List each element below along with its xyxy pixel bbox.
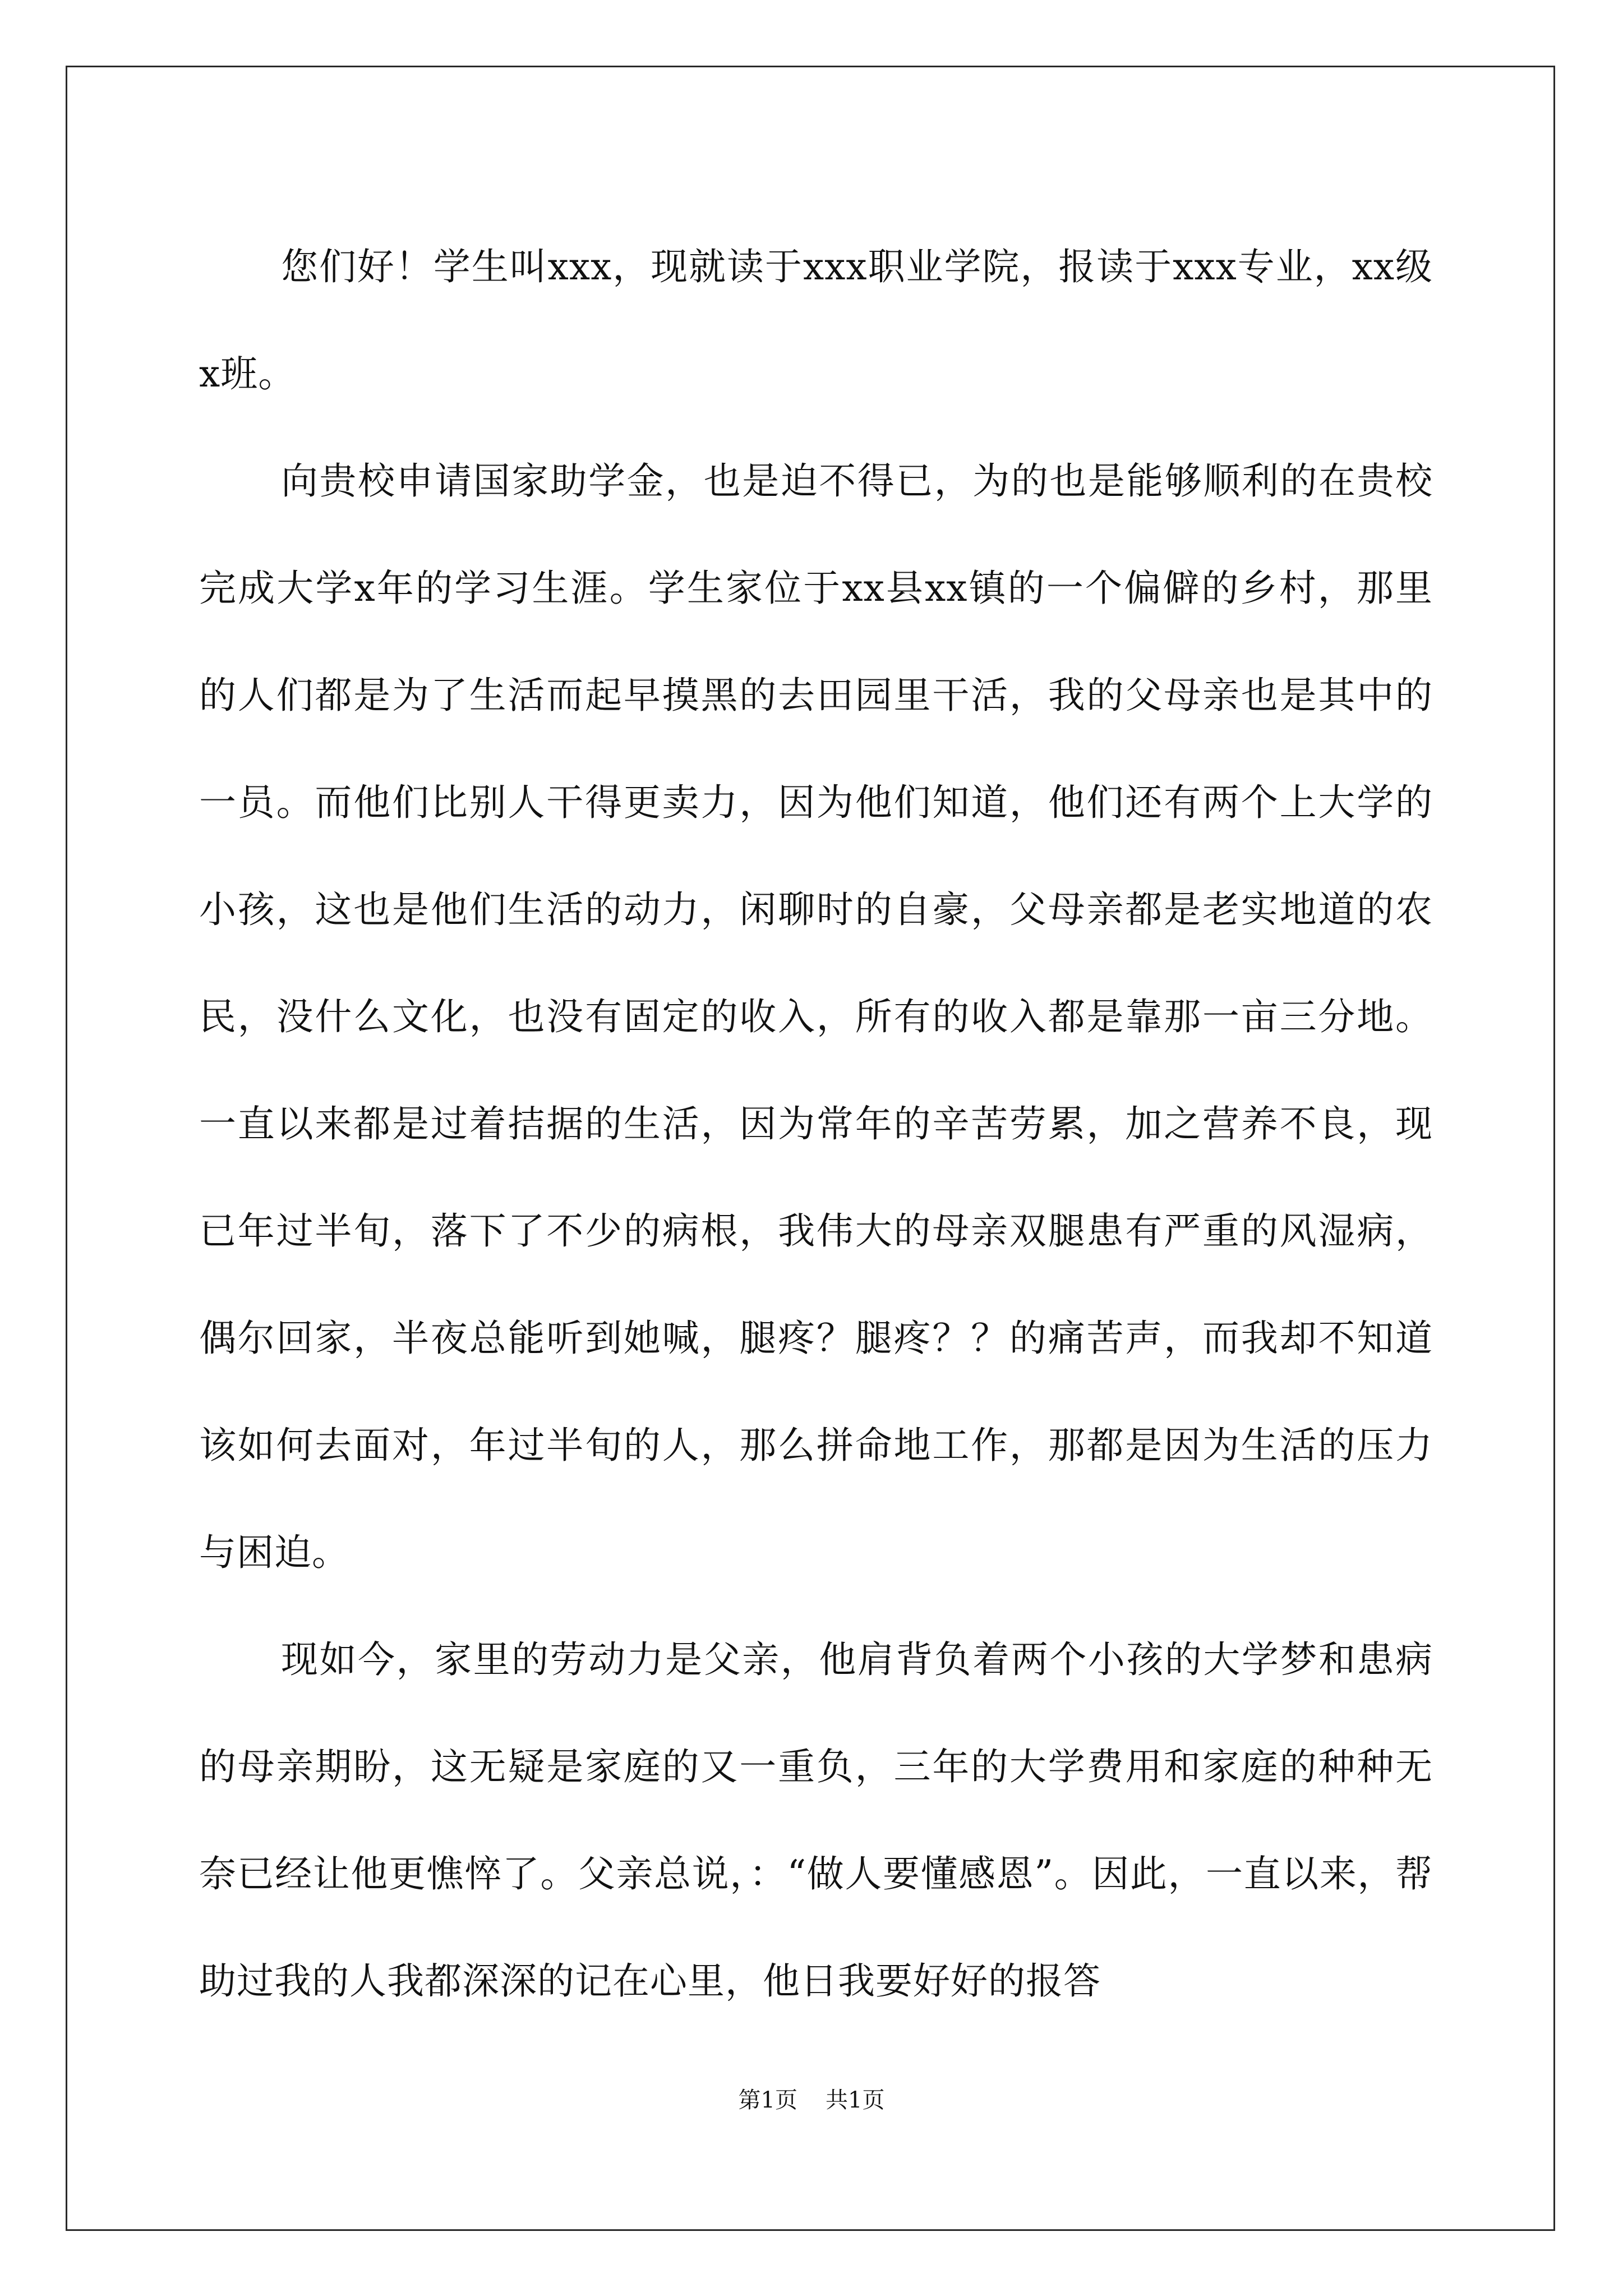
page-footer xyxy=(0,2083,1623,2117)
paragraph-greeting: 您们好！学生叫xxx，现就读于xxx职业学院，报读于xxx专业，xx级x班。 xyxy=(199,245,1433,395)
document-body xyxy=(199,213,1433,2035)
page-number: 第1页 xyxy=(738,2087,797,2113)
paragraph-family-background: 向贵校申请国家助学金，也是迫不得已，为的也是能够顺利的在贵校完成大学x年的学习生涯。学生家位于xx县xx镇的一个偏僻的乡村，那里的人们都是为了生活而起早摸黑的去田园里干活，我的父母亲也是其中的一员。而他们比别人干得更卖力，因为他们知道，他们还有两个上大学的小孩，这也是他们生活的动力，闲聊时的自豪，父母亲都是老实地道的农民，没什么文化，也没有固定的收入，所有的收入都是靠那一亩三分地。一直以来都是过着拮据的生活，因为常年的辛苦劳累，加之营养不良，现已年过半旬，落下了不少的病根，我伟大的母亲双腿患有严重的风湿病，偶尔回家，半夜总能听到她喊，腿疼？腿疼？？的痛苦声，而我却不知道该如何去面对，年过半旬的人，那么拼命地工作，那都是因为生活的压力与困迫。 xyxy=(199,459,1433,1574)
page-total: 共1页 xyxy=(826,2087,885,2113)
paragraph-current-situation: 现如今，家里的劳动力是父亲，他肩背负着两个小孩的大学梦和患病的母亲期盼，这无疑是家庭的又一重负，三年的大学费用和家庭的种种无奈已经让他更憔悴了。父亲总说，：“做人要懂感恩”。因此，一直以来，帮助过我的人我都深深的记在心里，他日我要好好的报答 xyxy=(199,1638,1433,2003)
